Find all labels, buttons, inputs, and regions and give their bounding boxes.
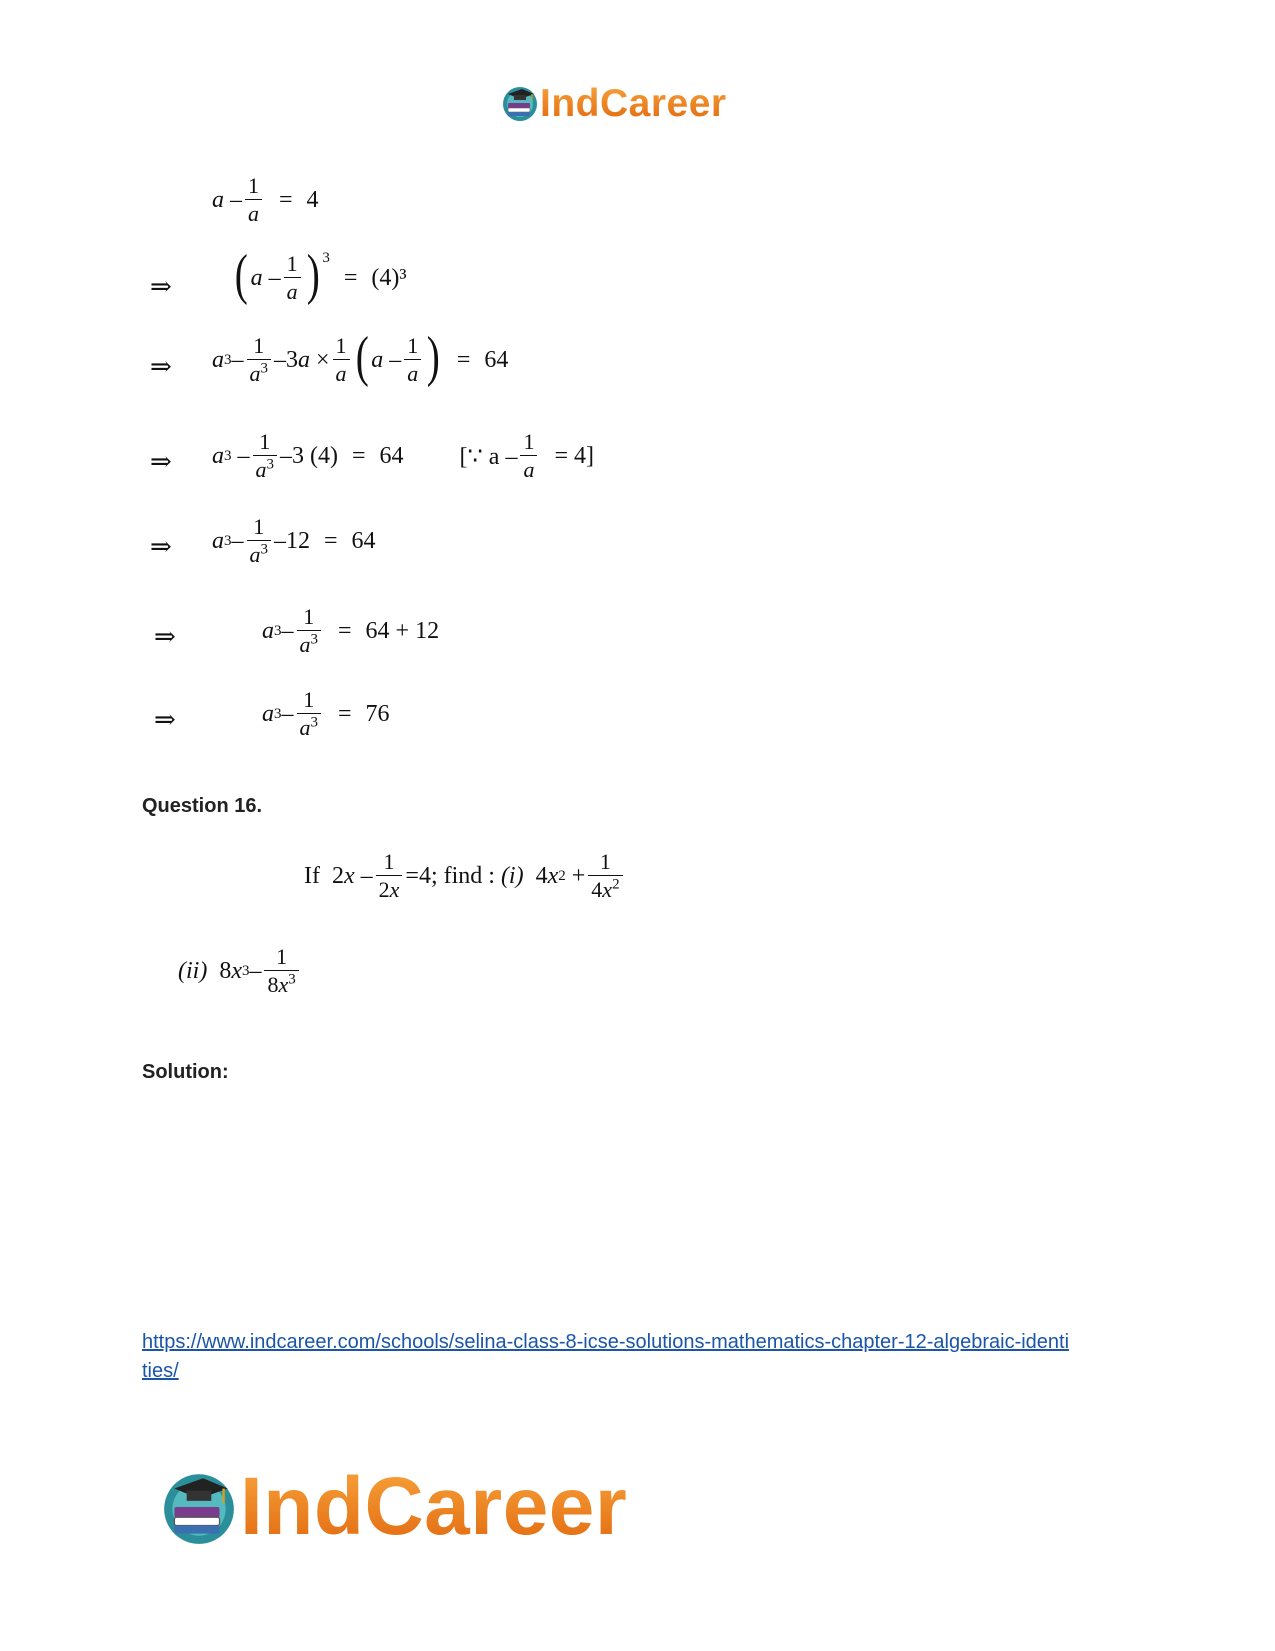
graduation-cap-book-icon — [158, 1466, 240, 1548]
math-step-2: ( a – $\frac{1}{a}$ ) 3 = (4)³ — [234, 244, 407, 307]
brand-logo-top[interactable] — [500, 80, 727, 126]
step-4-middle: –3 (4) — [280, 442, 338, 469]
math-step-1: a – $\frac{1}{a}$ = 4 — [212, 173, 319, 227]
source-url-link[interactable]: https://www.indcareer.com/schools/selina-class-8-icse-solutions-mathematics-chapter-12-algebraic-identities/ — [142, 1331, 1070, 1382]
step-2-rhs: (4)³ — [371, 264, 407, 291]
solution-heading: Solution: — [142, 1061, 229, 1083]
question-if: If — [304, 862, 320, 889]
math-step-4: a 3 – $\frac{1}{a^3}$ –3 (4) = 64 [∵ a – $\frac{1}{a}$ = 4] — [212, 429, 594, 483]
brand-wordmark: IndCareer — [240, 1461, 628, 1552]
step-1-rhs: 4 — [306, 186, 319, 213]
math-step-7: a 3 – $\frac{1}{a^3}$ = 76 — [262, 687, 390, 741]
step-5-rhs: 64 — [351, 527, 376, 554]
math-step-6: a 3 – $\frac{1}{a^3}$ = 64 + 12 — [262, 604, 440, 658]
step-4-reason-open: [∵ a – — [459, 443, 518, 470]
math-step-3: a 3 – $\frac{1}{a^3}$ –3 a × $\frac{1}{a}$ ( a – $\frac{1}{a}$ ) = 64 — [212, 326, 509, 389]
step-4-rhs: 64 — [379, 442, 404, 469]
question-heading: Question 16. — [142, 795, 263, 817]
implies-arrow: ⇒ — [154, 705, 176, 735]
step-6-rhs: 64 + 12 — [365, 617, 440, 644]
graduation-cap-book-icon — [500, 83, 540, 123]
implies-arrow: ⇒ — [150, 272, 172, 302]
step-5-middle: –12 — [274, 527, 310, 554]
question-statement: If 2 x – $\frac{1}{2x}$ =4; find : (i) 4 x 2 + $\frac{1}{4x^2}$ — [304, 850, 626, 902]
part-i-label: (i) — [500, 862, 524, 889]
step-4-reason-close: = 4] — [554, 442, 594, 469]
implies-arrow: ⇒ — [154, 622, 176, 652]
question-eq: =4; find : — [405, 862, 495, 889]
brand-wordmark: IndCareer — [540, 81, 727, 125]
implies-arrow: ⇒ — [150, 532, 172, 562]
part-ii-label: (ii) — [178, 957, 208, 984]
brand-logo-bottom[interactable] — [158, 1462, 627, 1552]
implies-arrow: ⇒ — [150, 352, 172, 382]
step-7-rhs: 76 — [365, 700, 390, 727]
math-step-5: a 3 – $\frac{1}{a^3}$ –12 = 64 — [212, 514, 376, 568]
implies-arrow: ⇒ — [150, 447, 172, 477]
step-3-rhs: 64 — [484, 346, 509, 373]
question-part-ii: (ii) 8 x 3 – $\frac{1}{8x^3}$ — [178, 945, 302, 997]
